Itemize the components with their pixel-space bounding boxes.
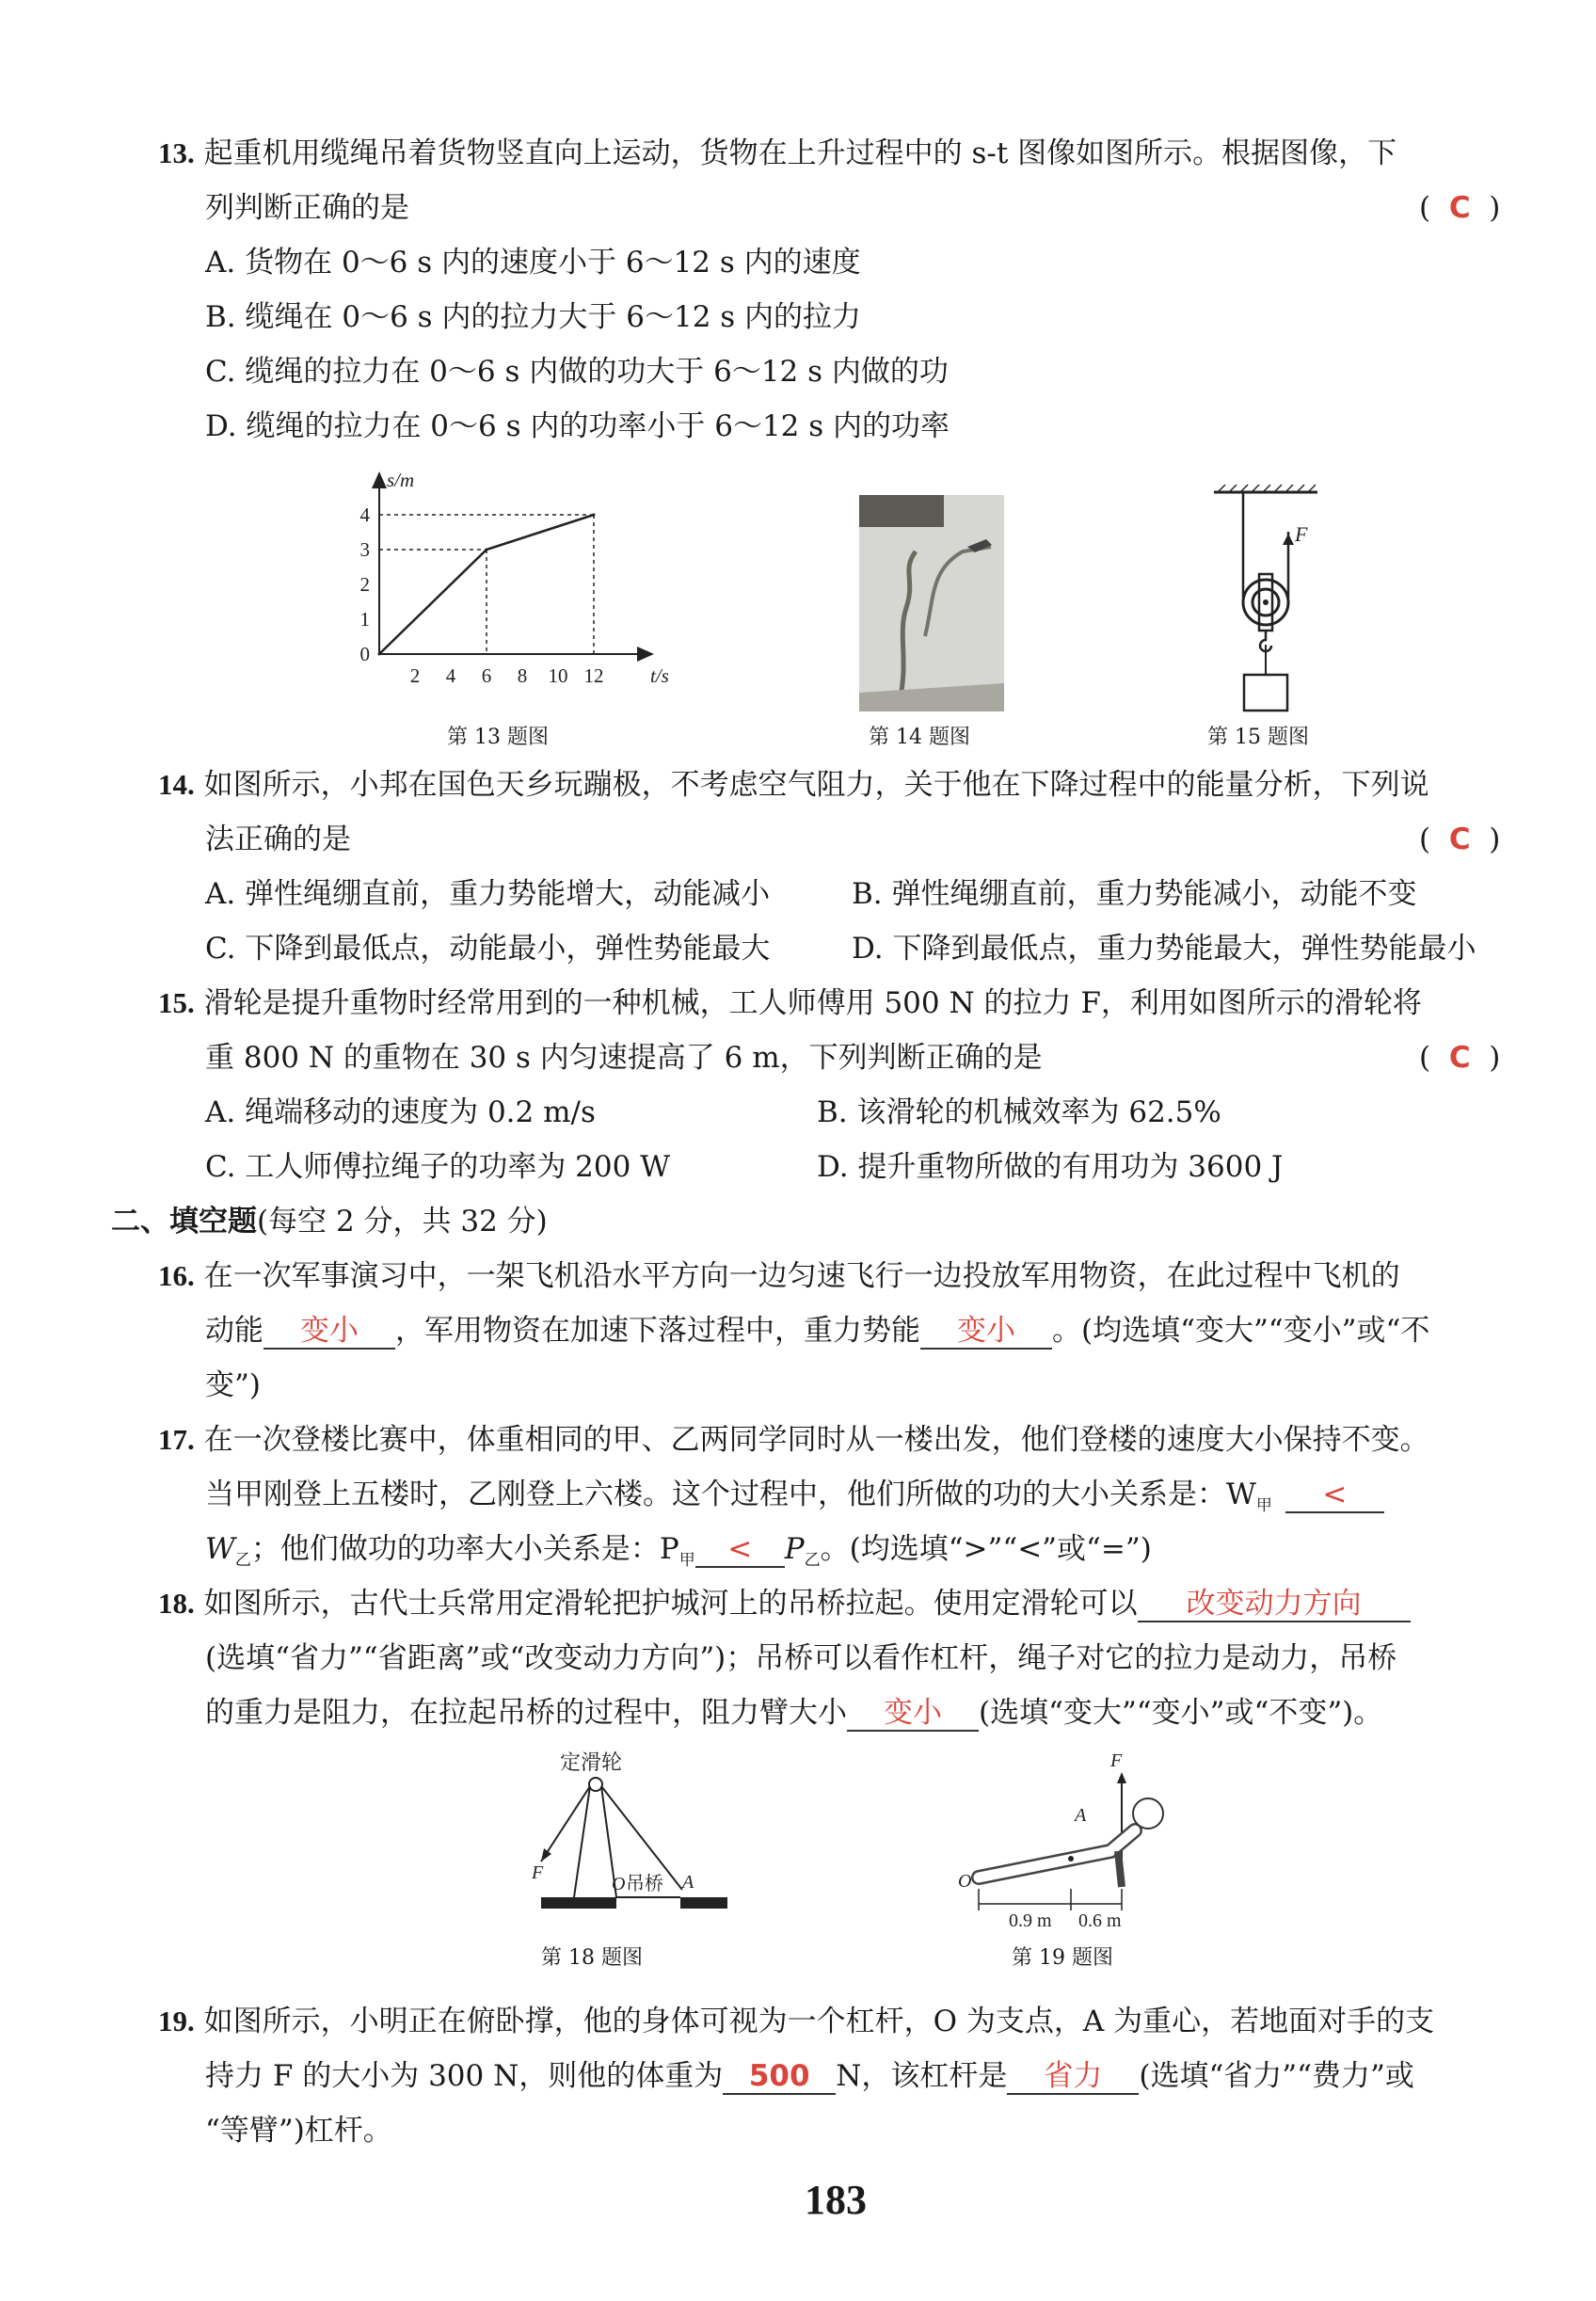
q15-option-a: A. 绳端移动的速度为 0.2 m/s <box>205 1095 596 1129</box>
fig13-st-chart <box>334 466 673 696</box>
x-tick-10: 10 <box>548 664 568 687</box>
q17-number: 17. <box>158 1423 195 1456</box>
q16-blank-1: 变小 <box>263 1314 395 1350</box>
x-tick-4: 4 <box>445 664 456 687</box>
fig18-drawbridge-diagram <box>532 1749 739 1913</box>
q18-line2: (选填“省力”“省距离”或“改变动力方向”)；吊桥可以看作杠杆，绳子对它的拉力是动力，吊桥 <box>205 1641 1397 1675</box>
x-tick-2: 2 <box>409 664 421 687</box>
q16-stem: 在一次军事演习中，一架飞机沿水平方向一边匀速飞行一边投放军用物资，在此过程中飞机的 <box>203 1259 1400 1293</box>
data-point-2 <box>593 514 596 517</box>
bungee-photo-sketch <box>859 495 1004 711</box>
fig18-force-label: F <box>532 1862 544 1883</box>
q18-stem: 如图所示，古代士兵常用定滑轮把护城河上的吊桥拉起。使用定滑轮可以 <box>203 1587 1138 1621</box>
q17-sub-yi-2: 乙 <box>804 1551 821 1571</box>
fixed-pulley-label: 定滑轮 <box>560 1750 623 1774</box>
q15-stem: 滑轮是提升重物时经常用到的一种机械，工人师傅用 500 N 的拉力 F，利用如图所示的滑轮将 <box>203 986 1422 1020</box>
y-tick-1: 1 <box>359 608 370 631</box>
q17-sub-jia-2: 甲 <box>678 1551 695 1571</box>
q13-number: 13. <box>158 136 195 169</box>
q17-blank-2: < <box>695 1532 785 1568</box>
q18-line1 <box>158 1585 1411 1622</box>
fig19-force-label: F <box>1110 1750 1123 1771</box>
q18-text-b: (选填“变大”“变小”或“不变”)。 <box>979 1696 1383 1730</box>
q17-sub-jia: 甲 <box>1255 1496 1272 1516</box>
q14-option-d: D. 下降到最低点，重力势能最大，弹性势能最小 <box>852 932 1476 966</box>
q13-line2: 列判断正确的是 <box>205 191 409 225</box>
data-point-0 <box>378 653 381 656</box>
q15-option-d: D. 提升重物所做的有用功为 3600 J <box>817 1150 1284 1184</box>
y-tick-0: 0 <box>359 643 370 665</box>
fig19-pivot-o: O <box>958 1871 972 1892</box>
arm <box>1118 1851 1122 1887</box>
fig15-pulley-diagram <box>1205 475 1336 715</box>
pulley-axle <box>1263 599 1269 605</box>
y-axis-label: s/m <box>387 469 415 491</box>
q15-line2: 重 800 N 的重物在 30 s 内匀速提高了 6 m，下列判断正确的是 <box>205 1041 1043 1075</box>
q13-stem: 起重机用缆绳吊着货物竖直向上运动，货物在上升过程中的 s-t 图像如图所示。根据图像，下 <box>203 136 1397 170</box>
q16-line3: 变”) <box>205 1368 261 1402</box>
q19-text-a: 持力 F 的大小为 300 N，则他的体重为 <box>205 2059 724 2093</box>
data-point-1 <box>486 549 488 551</box>
fixed-pulley <box>589 1778 602 1791</box>
fig19-dist-2: 0.6 m <box>1078 1910 1122 1929</box>
q17-sub-yi: 乙 <box>234 1551 251 1571</box>
section-title: 二、填空题 <box>111 1205 257 1238</box>
fig19-point-a: A <box>1075 1805 1087 1826</box>
q13-answer: C <box>1448 191 1471 225</box>
y-tick-2: 2 <box>359 573 370 596</box>
q13-option-b: B. 缆绳在 0～6 s 内的拉力大于 6～12 s 内的拉力 <box>205 300 862 334</box>
q18-number: 18. <box>158 1587 195 1620</box>
q19-number: 19. <box>158 2005 195 2037</box>
section-fill-blank-title <box>111 1203 548 1240</box>
body-fill <box>979 1830 1135 1878</box>
q14-number: 14. <box>158 768 195 801</box>
q17-line3 <box>205 1530 1152 1579</box>
force-arrow <box>1283 534 1294 545</box>
q15-answer: C <box>1448 1041 1471 1075</box>
support-arrow <box>1117 1772 1126 1783</box>
q14-stem: 如图所示，小邦在国色天乡玩蹦极，不考虑空气阻力，关于他在下降过程中的能量分析，下列说 <box>203 768 1429 802</box>
ground-right <box>680 1897 727 1909</box>
q15-option-c: C. 工人师傅拉绳子的功率为 200 W <box>205 1150 671 1184</box>
x-tick-6: 6 <box>481 664 492 687</box>
q19-line1 <box>158 2003 1434 2040</box>
fig14-bungee-photo <box>859 495 1004 711</box>
force-label: F <box>1295 522 1308 546</box>
chart-ticks <box>360 503 604 687</box>
q17-text-d: 。(均选填“>”“<”或“=”) <box>820 1532 1152 1566</box>
q14-option-c: C. 下降到最低点，动能最小，弹性势能最大 <box>205 932 771 966</box>
q16-text-b: ，军用物资在加速下落过程中，重力势能 <box>395 1314 920 1348</box>
q14-answer-paren: ( C ) <box>1419 823 1501 856</box>
q15-number: 15. <box>158 986 195 1019</box>
q17-blank-1: < <box>1285 1478 1384 1513</box>
q17-p-yi: P <box>784 1532 805 1566</box>
rope-pull <box>541 1786 590 1862</box>
chart-axes <box>379 469 669 687</box>
q13-line1 <box>158 135 1396 172</box>
q13-option-a: A. 货物在 0～6 s 内的速度小于 6～12 s 内的速度 <box>205 246 861 280</box>
q19-line2 <box>205 2057 1414 2095</box>
q19-stem: 如图所示，小明正在俯卧撑，他的身体可视为一个杠杆，O 为支点，A 为重心，若地面对手的支 <box>203 2005 1435 2038</box>
y-tick-3: 3 <box>359 538 370 561</box>
q13-option-c: C. 缆绳的拉力在 0～6 s 内做的功大于 6～12 s 内做的功 <box>205 355 949 389</box>
load-block <box>1244 675 1287 711</box>
q17-stem: 在一次登楼比赛中，体重相同的甲、乙两同学同时从一楼出发，他们登楼的速度大小保持不变。 <box>203 1423 1429 1457</box>
fig15-caption: 第 15 题图 <box>1207 726 1309 749</box>
q16-line2 <box>205 1312 1429 1350</box>
q16-text-a: 动能 <box>205 1314 263 1348</box>
q14-option-b: B. 弹性绳绷直前，重力势能减小，动能不变 <box>852 877 1417 911</box>
x-axis-label: t/s <box>650 664 669 687</box>
q13-answer-paren: ( C ) <box>1419 191 1501 225</box>
tower-left <box>574 1786 590 1897</box>
ground-left <box>541 1897 616 1909</box>
q19-line3: “等臂”)杠杆。 <box>205 2114 392 2148</box>
head <box>1133 1798 1163 1829</box>
section-note: (每空 2 分，共 32 分) <box>257 1205 548 1238</box>
x-tick-12: 12 <box>583 664 604 687</box>
q14-answer: C <box>1448 823 1471 856</box>
q18-blank-1: 改变动力方向 <box>1138 1587 1411 1622</box>
q14-option-a: A. 弹性绳绷直前，重力势能增大，动能减小 <box>205 877 771 911</box>
q16-line1 <box>158 1257 1400 1295</box>
fig18-bridge-label: 吊桥 <box>626 1874 663 1894</box>
fig18-point-a: A <box>682 1872 694 1893</box>
q19-blank-1: 500 <box>723 2059 836 2095</box>
page-number: 183 <box>805 2177 867 2223</box>
q19-text-b: N，该杠杆是 <box>836 2059 1008 2093</box>
q15-line1 <box>158 984 1422 1022</box>
center-of-gravity <box>1068 1856 1074 1862</box>
q17-line2 <box>205 1476 1384 1525</box>
fig19-caption: 第 19 题图 <box>1012 1946 1113 1970</box>
q19-blank-2: 省力 <box>1007 2059 1139 2095</box>
q15-answer-paren: ( C ) <box>1419 1041 1501 1075</box>
fig18-caption: 第 18 题图 <box>541 1946 643 1970</box>
q19-text-c: (选填“省力”“费力”或 <box>1139 2059 1414 2093</box>
q15-option-b: B. 该滑轮的机械效率为 62.5% <box>817 1095 1221 1129</box>
y-tick-4: 4 <box>359 503 370 526</box>
q16-text-c: 。(均选填“变大”“变小”或“不 <box>1052 1314 1430 1348</box>
q13-option-d: D. 缆绳的拉力在 0～6 s 内的功率小于 6～12 s 内的功率 <box>205 409 950 443</box>
q14-line2: 法正确的是 <box>205 823 351 856</box>
pull-arrow <box>541 1848 551 1862</box>
q17-text-b: ；他们做功的功率大小关系是：P <box>250 1532 679 1566</box>
fig19-dist-1: 0.9 m <box>1009 1910 1052 1929</box>
q17-w-yi: W <box>205 1532 235 1566</box>
fig18-pivot-label: O <box>612 1874 626 1894</box>
chart-guides <box>379 515 594 654</box>
q17-text-a: 当甲刚登上五楼时，乙刚登上六楼。这个过程中，他们所做的功的大小关系是：W <box>205 1478 1256 1511</box>
fig14-caption: 第 14 题图 <box>869 726 970 749</box>
fig19-pushup-diagram <box>950 1746 1186 1929</box>
q18-text-a: 的重力是阻力，在拉起吊桥的过程中，阻力臂大小 <box>205 1696 847 1730</box>
x-tick-8: 8 <box>517 664 528 687</box>
q18-line3 <box>205 1694 1382 1732</box>
q18-blank-2: 变小 <box>847 1696 979 1732</box>
q16-blank-2: 变小 <box>920 1314 1052 1350</box>
q17-line1 <box>158 1421 1429 1459</box>
q14-line1 <box>158 766 1429 804</box>
q16-number: 16. <box>158 1259 195 1292</box>
fig13-caption: 第 13 题图 <box>447 726 549 749</box>
